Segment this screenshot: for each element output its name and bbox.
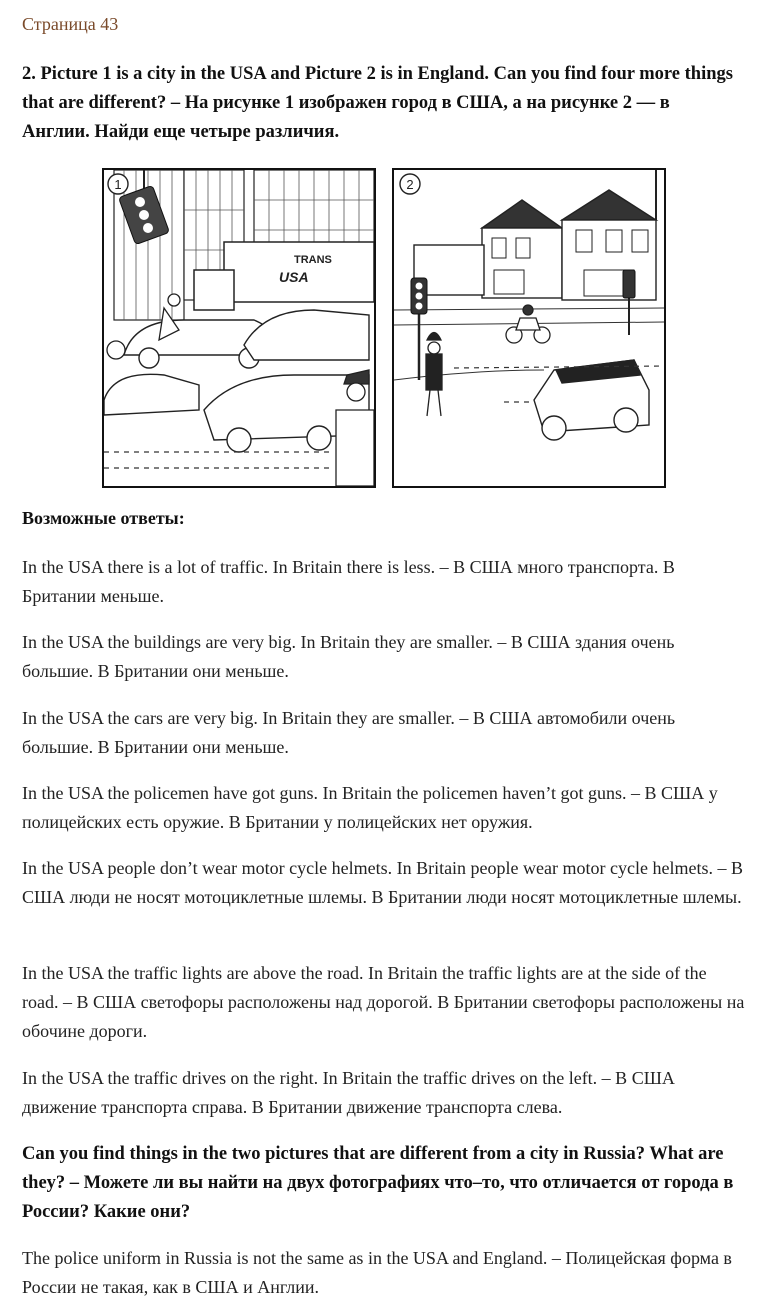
answer-item: In the USA the policemen have got guns. In Britain the policemen haven’t got guns. – В США у полицейских есть оружие. В Британии у полицейских нет оружия. bbox=[22, 783, 718, 832]
final-answer: The police uniform in Russia is not the same as in the USA and England. – Полицейская форма в России не такая, как в США и Англии. bbox=[22, 1248, 732, 1297]
answers-title: Возможные ответы: bbox=[22, 508, 185, 528]
answer-item: In the USA there is a lot of traffic. In Britain there is less. – В США много транспорта. В Британии меньше. bbox=[22, 557, 675, 606]
page-number-label: Страница 43 bbox=[22, 14, 119, 34]
picture-usa bbox=[102, 168, 376, 488]
small-car bbox=[534, 360, 649, 440]
england-street-drawing bbox=[394, 170, 664, 486]
answer-item: In the USA the traffic lights are above the road. In Britain the traffic lights are at the side of the road. – В США светофоры расположены над дорогой. В Британии светофоры расположены на обочине дороги. bbox=[22, 963, 745, 1041]
picture-number-2: 2 bbox=[406, 177, 414, 192]
truck-text-usa: USA bbox=[279, 269, 309, 285]
truck-text-trans: TRANS bbox=[294, 254, 332, 266]
second-question: Can you find things in the two pictures that are different from a city in Russia? What are they? – Можете ли вы найти на двух фотографиях что–то, что отличается от города в России? Какие они? bbox=[22, 1144, 734, 1222]
answer-item: In the USA people don’t wear motor cycle helmets. In Britain people wear motor cycle helmets. – В США люди не носят мотоциклетные шлемы. В Британии люди носят мотоциклетные шлемы. bbox=[22, 858, 743, 907]
answer-item: In the USA the traffic drives on the right. In Britain the traffic drives on the left. – В США движение транспорта справа. В Британии движение транспорта слева. bbox=[22, 1068, 675, 1117]
policeman-england bbox=[426, 333, 442, 417]
picture-number-1: 1 bbox=[114, 177, 122, 192]
answer-item: In the USA the buildings are very big. In Britain they are smaller. – В США здания очень большие. В Британии они меньше. bbox=[22, 632, 675, 681]
task-heading: 2. Picture 1 is a city in the USA and Picture 2 is in England. Can you find four more things that are different? – На рисунке 1 изображен город в США, а на рисунке 2 — в Англии. Найди еще четыре различия. bbox=[22, 64, 733, 142]
answer-item: In the USA the cars are very big. In Britain they are smaller. – В США автомобили очень большие. В Британии они меньше. bbox=[22, 708, 676, 757]
illustration bbox=[102, 168, 664, 486]
usa-street-drawing bbox=[104, 170, 374, 486]
picture-england bbox=[392, 168, 666, 488]
